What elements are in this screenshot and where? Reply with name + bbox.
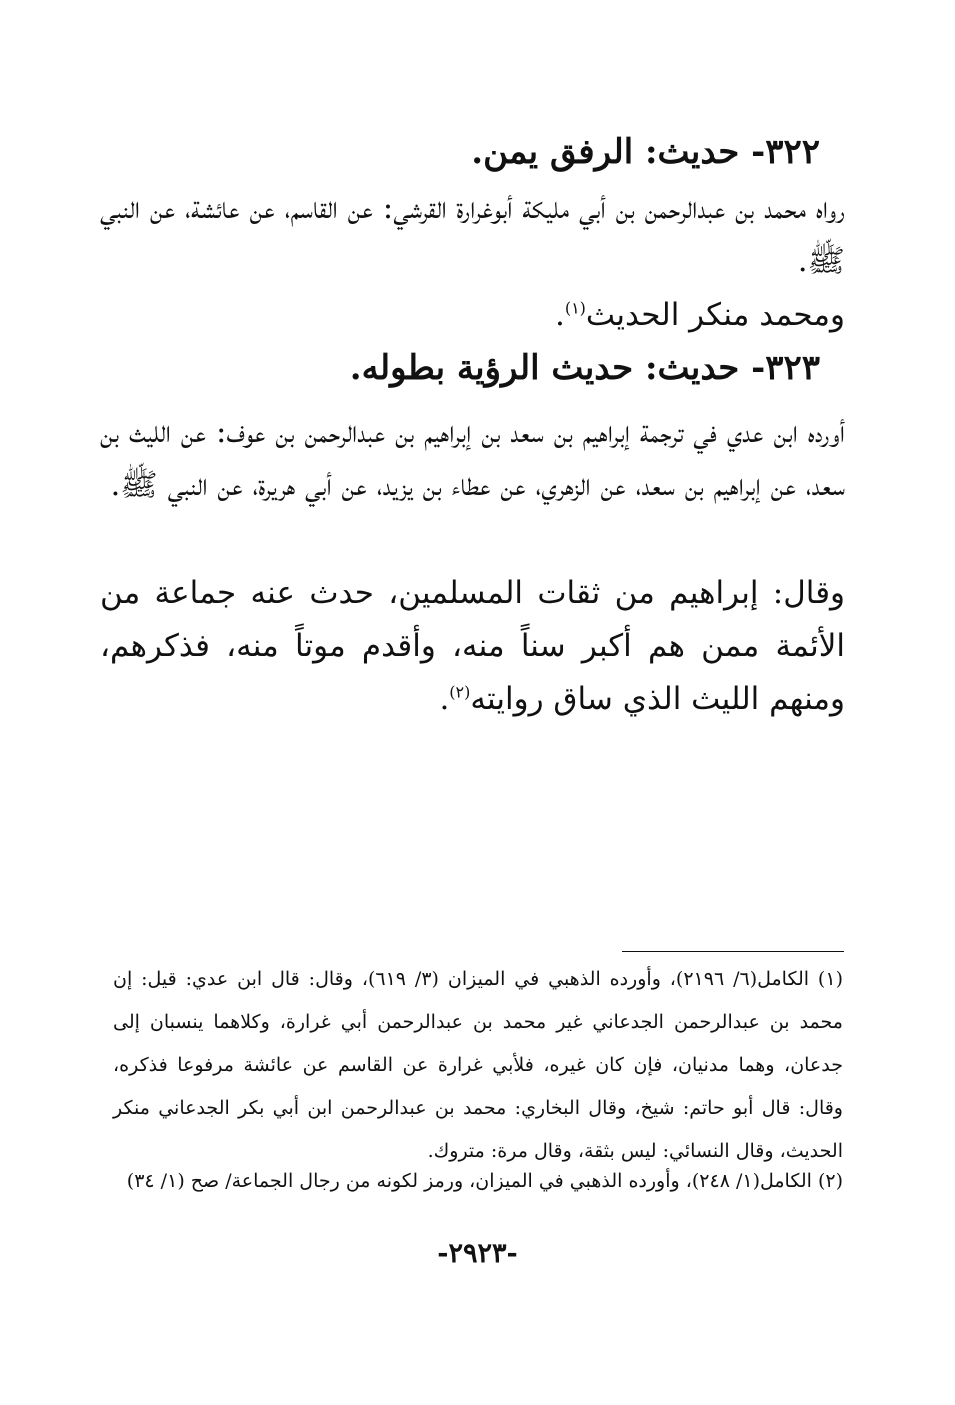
hadith-heading-322: ٣٢٢- حديث: الرفق يمن. xyxy=(471,132,820,172)
hadith-322-narration xyxy=(100,182,845,288)
footnote-ref-2: (٢) xyxy=(449,682,471,702)
narration-text: أورده ابن عدي في ترجمة إبراهيم بن سعد بن إبراهيم بن عبدالرحمن بن عوف: عن الليث بن سعد، عن إبراهيم بن سعد، عن الزهري، عن عطاء بن يزيد، عن أبي هريرة، عن النبي ﷺ. xyxy=(100,414,845,503)
comment-text: وقال: إبراهيم من ثقات المسلمين، حدث عنه جماعة من الأئمة ممن هم أكبر سناً منه، وأقدم موتاً منه، فذكرهم، ومنهم الليث الذي ساق روايته xyxy=(100,575,845,717)
hadith-heading-323: ٣٢٣- حديث: حديث الرؤية بطوله. xyxy=(349,348,820,388)
footnote-ref-1: (١) xyxy=(564,298,586,318)
footnote-separator xyxy=(622,951,844,952)
footnote-2: (٢) الكامل(١/ ٢٤٨)، وأورده الذهبي في الميزان، ورمز لكونه من رجال الجماعة/ صح (١/ ٣٤) xyxy=(126,1170,843,1192)
hadith-322-grading xyxy=(145,289,845,342)
hadith-323-comment xyxy=(100,567,845,726)
narration-text: رواه محمد بن عبدالرحمن بن أبي مليكة أبوغرارة القرشي: عن القاسم، عن عائشة، عن النبي ﷺ. xyxy=(100,190,845,279)
grading-tail: . xyxy=(554,297,565,333)
footnote-1: (١) الكامل(٦/ ٢١٩٦)، وأورده الذهبي في الميزان (٣/ ٦١٩)، وقال: قال ابن عدي: قيل: إن محمد بن عبدالرحمن الجدعاني غير محمد بن عبدالرحمن أبي غرارة، وكلاهما ينسبان إلى جدعان، وهما مدنيان، فإن كان غيره، فلأبي غرارة عن القاسم عن عائشة مرفوعا فذكره، وقال: قال أبو حاتم: شيخ، وقال البخاري: محمد بن عبدالرحمن ابن أبي بكر الجدعاني منكر الحديث، وقال النسائي: ليس بثقة، وقال مرة: متروك. xyxy=(113,968,843,1162)
grading-text: ومحمد منكر الحديث xyxy=(585,297,845,333)
hadith-323-narration xyxy=(100,406,845,512)
page-number: -٢٩٢٣- xyxy=(437,1238,518,1269)
comment-tail: . xyxy=(439,681,450,717)
